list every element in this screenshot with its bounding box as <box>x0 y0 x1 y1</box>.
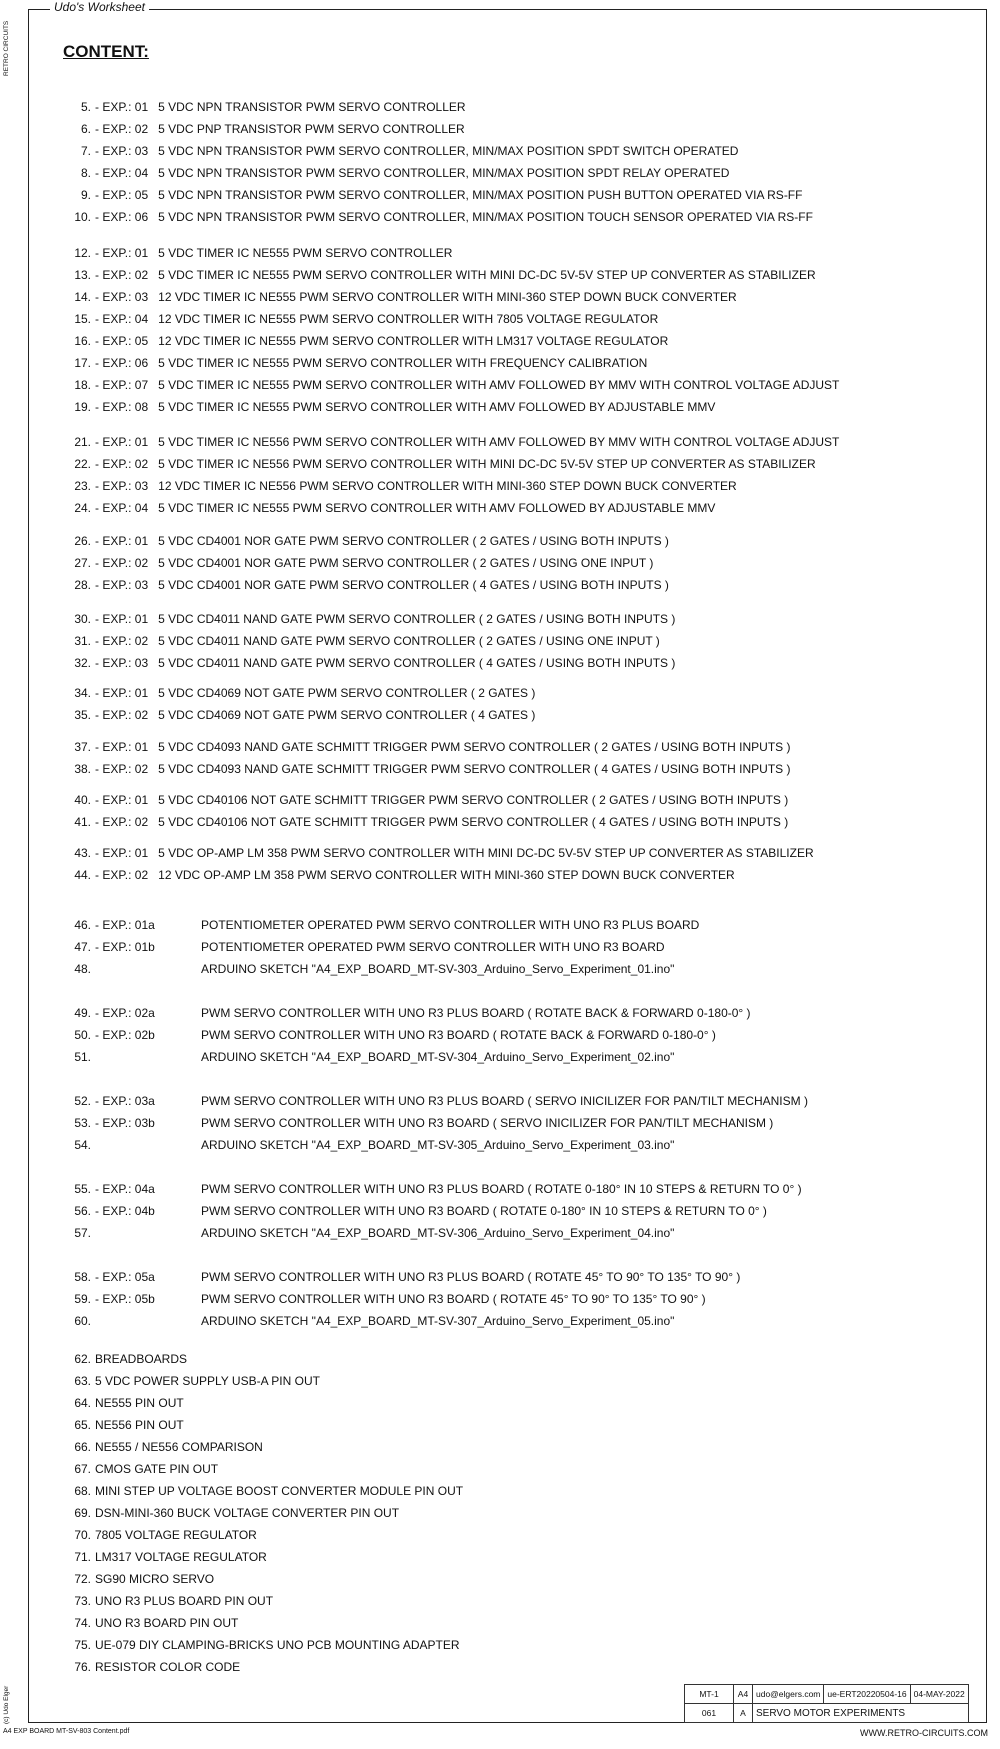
content-line <box>63 1638 460 1652</box>
line-description: 5 VDC CD4001 NOR GATE PWM SERVO CONTROLLER ( 2 GATES / USING ONE INPUT ) <box>158 556 654 570</box>
line-number: 59. <box>74 1292 91 1306</box>
content-line <box>63 1116 773 1130</box>
line-number: 51. <box>74 1050 91 1064</box>
content-line <box>63 1616 238 1630</box>
content-line <box>63 210 813 224</box>
tb-title: SERVO MOTOR EXPERIMENTS <box>753 1704 969 1723</box>
line-number: 70. <box>74 1528 91 1542</box>
content-line <box>63 1572 214 1586</box>
line-description: 5 VDC CD4011 NAND GATE PWM SERVO CONTROLLER ( 4 GATES / USING BOTH INPUTS ) <box>158 656 676 670</box>
line-number: 44. <box>74 868 91 882</box>
experiment-label: - EXP.: 02 <box>95 122 149 136</box>
experiment-label: - EXP.: 04 <box>95 312 149 326</box>
line-description: 5 VDC CD4093 NAND GATE SCHMITT TRIGGER PWM SERVO CONTROLLER ( 4 GATES / USING BOTH INPUTS ) <box>158 762 791 776</box>
line-description: PWM SERVO CONTROLLER WITH UNO R3 PLUS BOARD ( SERVO INICILIZER FOR PAN/TILT MECHANISM ) <box>201 1094 808 1108</box>
line-number: 22. <box>74 457 91 471</box>
experiment-label: - EXP.: 04 <box>95 501 149 515</box>
tb-number: 061 <box>685 1704 734 1723</box>
line-description: 5 VDC TIMER IC NE555 PWM SERVO CONTROLLER WITH MINI DC-DC 5V-5V STEP UP CONVERTER AS STABILIZER <box>158 268 816 282</box>
line-description: UE-079 DIY CLAMPING-BRICKS UNO PCB MOUNTING ADAPTER <box>95 1638 460 1652</box>
content-line <box>63 144 738 158</box>
experiment-label: - EXP.: 02 <box>95 708 149 722</box>
line-description: ARDUINO SKETCH "A4_EXP_BOARD_MT-SV-305_Arduino_Servo_Experiment_03.ino" <box>201 1138 675 1152</box>
line-description: 5 VDC CD4001 NOR GATE PWM SERVO CONTROLLER ( 2 GATES / USING BOTH INPUTS ) <box>158 534 669 548</box>
content-line <box>63 122 465 136</box>
content-line <box>63 100 466 114</box>
line-number: 43. <box>74 846 91 860</box>
content-line <box>63 740 790 754</box>
line-description: 5 VDC TIMER IC NE555 PWM SERVO CONTROLLER WITH AMV FOLLOWED BY ADJUSTABLE MMV <box>158 400 716 414</box>
line-description: LM317 VOLTAGE REGULATOR <box>95 1550 267 1564</box>
content-line <box>63 1006 751 1020</box>
line-number: 35. <box>74 708 91 722</box>
experiment-label: - EXP.: 03 <box>95 290 149 304</box>
experiment-label: - EXP.: 03a <box>95 1094 155 1108</box>
content-line <box>63 312 658 326</box>
line-number: 10. <box>74 210 91 224</box>
line-number: 38. <box>74 762 91 776</box>
line-number: 71. <box>74 1550 91 1564</box>
line-number: 74. <box>74 1616 91 1630</box>
line-description: 12 VDC TIMER IC NE555 PWM SERVO CONTROLLER WITH MINI-360 STEP DOWN BUCK CONVERTER <box>158 290 737 304</box>
line-description: 5 VDC CD4069 NOT GATE PWM SERVO CONTROLLER ( 2 GATES ) <box>158 686 536 700</box>
content-line <box>63 686 535 700</box>
line-description: NE555 PIN OUT <box>95 1396 184 1410</box>
content-line <box>63 501 715 515</box>
line-description: SG90 MICRO SERVO <box>95 1572 215 1586</box>
experiment-label: - EXP.: 01 <box>95 793 149 807</box>
line-description: PWM SERVO CONTROLLER WITH UNO R3 BOARD ( ROTATE 0-180° IN 10 STEPS & RETURN TO 0° ) <box>201 1204 767 1218</box>
content-line <box>63 962 674 976</box>
experiment-label: - EXP.: 07 <box>95 378 149 392</box>
line-description: 5 VDC NPN TRANSISTOR PWM SERVO CONTROLLER, MIN/MAX POSITION SPDT SWITCH OPERATED <box>158 144 739 158</box>
experiment-label: - EXP.: 01b <box>95 940 155 954</box>
line-number: 52. <box>74 1094 91 1108</box>
experiment-label: - EXP.: 01 <box>95 246 149 260</box>
content-line <box>63 1050 674 1064</box>
experiment-label: - EXP.: 04 <box>95 166 149 180</box>
experiment-label: - EXP.: 05 <box>95 334 149 348</box>
experiment-label: - EXP.: 02 <box>95 268 149 282</box>
line-number: 55. <box>74 1182 91 1196</box>
content-line <box>63 556 653 570</box>
line-description: ARDUINO SKETCH "A4_EXP_BOARD_MT-SV-307_Arduino_Servo_Experiment_05.ino" <box>201 1314 675 1328</box>
content-line <box>63 334 668 348</box>
line-description: ARDUINO SKETCH "A4_EXP_BOARD_MT-SV-303_Arduino_Servo_Experiment_01.ino" <box>201 962 675 976</box>
line-number: 67. <box>74 1462 91 1476</box>
line-number: 64. <box>74 1396 91 1410</box>
experiment-label: - EXP.: 01 <box>95 435 149 449</box>
line-description: NE556 PIN OUT <box>95 1418 184 1432</box>
experiment-label: - EXP.: 02 <box>95 634 149 648</box>
line-description: 5 VDC CD4069 NOT GATE PWM SERVO CONTROLLER ( 4 GATES ) <box>158 708 536 722</box>
line-description: 5 VDC NPN TRANSISTOR PWM SERVO CONTROLLER, MIN/MAX POSITION PUSH BUTTON OPERATED VIA RS-FF <box>158 188 803 202</box>
content-line <box>63 940 665 954</box>
line-number: 8. <box>80 166 91 180</box>
line-number: 13. <box>74 268 91 282</box>
line-number: 31. <box>74 634 91 648</box>
content-line <box>63 1528 257 1542</box>
line-number: 73. <box>74 1594 91 1608</box>
line-number: 49. <box>74 1006 91 1020</box>
experiment-label: - EXP.: 01 <box>95 100 149 114</box>
experiment-label: - EXP.: 02 <box>95 815 149 829</box>
content-line <box>63 918 699 932</box>
line-description: UNO R3 BOARD PIN OUT <box>95 1616 239 1630</box>
line-description: PWM SERVO CONTROLLER WITH UNO R3 PLUS BOARD ( ROTATE 0-180° IN 10 STEPS & RETURN TO 0° ) <box>201 1182 802 1196</box>
line-description: PWM SERVO CONTROLLER WITH UNO R3 BOARD ( ROTATE 45° TO 90° TO 135° TO 90° ) <box>201 1292 706 1306</box>
line-description: ARDUINO SKETCH "A4_EXP_BOARD_MT-SV-304_Arduino_Servo_Experiment_02.ino" <box>201 1050 675 1064</box>
tb-docid: ue-ERT20220504-16 <box>824 1685 910 1704</box>
line-number: 14. <box>74 290 91 304</box>
content-line <box>63 268 816 282</box>
line-number: 56. <box>74 1204 91 1218</box>
tb-rev: A <box>734 1704 753 1723</box>
tb-sheet: MT-1 <box>685 1685 734 1704</box>
content-line <box>63 1594 273 1608</box>
side-label-bottom: (c) Udo Elger <box>3 1685 10 1724</box>
line-description: PWM SERVO CONTROLLER WITH UNO R3 PLUS BOARD ( ROTATE BACK & FORWARD 0-180-0° ) <box>201 1006 751 1020</box>
line-description: MINI STEP UP VOLTAGE BOOST CONVERTER MODULE PIN OUT <box>95 1484 464 1498</box>
line-number: 58. <box>74 1270 91 1284</box>
line-number: 5. <box>80 100 91 114</box>
content-line <box>63 1138 674 1152</box>
line-number: 69. <box>74 1506 91 1520</box>
experiment-label: - EXP.: 01 <box>95 846 149 860</box>
content-line <box>63 457 816 471</box>
line-number: 7. <box>80 144 91 158</box>
content-line <box>63 868 735 882</box>
line-number: 18. <box>74 378 91 392</box>
experiment-label: - EXP.: 03 <box>95 144 149 158</box>
line-description: DSN-MINI-360 BUCK VOLTAGE CONVERTER PIN OUT <box>95 1506 400 1520</box>
content-line <box>63 400 715 414</box>
line-number: 60. <box>74 1314 91 1328</box>
line-description: 5 VDC CD40106 NOT GATE SCHMITT TRIGGER PWM SERVO CONTROLLER ( 4 GATES / USING BOTH INPUTS ) <box>158 815 789 829</box>
line-description: UNO R3 PLUS BOARD PIN OUT <box>95 1594 274 1608</box>
line-number: 9. <box>80 188 91 202</box>
line-number: 68. <box>74 1484 91 1498</box>
worksheet-title: Udo's Worksheet <box>50 0 149 14</box>
experiment-label: - EXP.: 01 <box>95 534 149 548</box>
content-line <box>63 815 788 829</box>
line-description: POTENTIOMETER OPERATED PWM SERVO CONTROLLER WITH UNO R3 PLUS BOARD <box>201 918 700 932</box>
line-number: 76. <box>74 1660 91 1674</box>
line-number: 62. <box>74 1352 91 1366</box>
content-line <box>63 1484 463 1498</box>
line-number: 17. <box>74 356 91 370</box>
line-number: 30. <box>74 612 91 626</box>
line-description: CMOS GATE PIN OUT <box>95 1462 219 1476</box>
experiment-label: - EXP.: 03 <box>95 578 149 592</box>
content-line <box>63 1292 706 1306</box>
line-description: 5 VDC POWER SUPPLY USB-A PIN OUT <box>95 1374 320 1388</box>
content-line <box>63 1440 263 1454</box>
line-description: 5 VDC NPN TRANSISTOR PWM SERVO CONTROLLER <box>158 100 466 114</box>
line-description: 12 VDC TIMER IC NE555 PWM SERVO CONTROLLER WITH LM317 VOLTAGE REGULATOR <box>158 334 669 348</box>
line-number: 41. <box>74 815 91 829</box>
line-number: 66. <box>74 1440 91 1454</box>
line-description: NE555 / NE556 COMPARISON <box>95 1440 263 1454</box>
content-line <box>63 1550 267 1564</box>
experiment-label: - EXP.: 08 <box>95 400 149 414</box>
line-description: ARDUINO SKETCH "A4_EXP_BOARD_MT-SV-306_Arduino_Servo_Experiment_04.ino" <box>201 1226 675 1240</box>
content-line <box>63 188 802 202</box>
experiment-label: - EXP.: 03 <box>95 656 149 670</box>
line-description: 5 VDC CD40106 NOT GATE SCHMITT TRIGGER PWM SERVO CONTROLLER ( 2 GATES / USING BOTH INPUTS ) <box>158 793 789 807</box>
content-line <box>63 1094 808 1108</box>
line-number: 32. <box>74 656 91 670</box>
experiment-label: - EXP.: 02 <box>95 556 149 570</box>
experiment-label: - EXP.: 04b <box>95 1204 155 1218</box>
title-block <box>684 1684 969 1723</box>
line-description: 12 VDC TIMER IC NE556 PWM SERVO CONTROLLER WITH MINI-360 STEP DOWN BUCK CONVERTER <box>158 479 737 493</box>
line-description: 5 VDC PNP TRANSISTOR PWM SERVO CONTROLLER <box>158 122 465 136</box>
content-line <box>63 356 647 370</box>
line-description: PWM SERVO CONTROLLER WITH UNO R3 BOARD ( SERVO INICILIZER FOR PAN/TILT MECHANISM ) <box>201 1116 774 1130</box>
content-line <box>63 1418 184 1432</box>
experiment-label: - EXP.: 02 <box>95 868 149 882</box>
content-line <box>63 378 839 392</box>
tb-date: 04-MAY-2022 <box>910 1685 968 1704</box>
content-line <box>63 1314 674 1328</box>
content-heading: CONTENT: <box>63 42 149 61</box>
content-line <box>63 1028 716 1042</box>
content-line <box>63 1506 399 1520</box>
line-number: 72. <box>74 1572 91 1586</box>
line-description: 5 VDC CD4011 NAND GATE PWM SERVO CONTROLLER ( 2 GATES / USING ONE INPUT ) <box>158 634 660 648</box>
line-number: 47. <box>74 940 91 954</box>
line-number: 40. <box>74 793 91 807</box>
content-line <box>63 656 675 670</box>
footer-website: WWW.RETRO-CIRCUITS.COM <box>860 1728 988 1738</box>
line-number: 27. <box>74 556 91 570</box>
experiment-label: - EXP.: 02b <box>95 1028 155 1042</box>
content-line <box>63 634 660 648</box>
line-number: 23. <box>74 479 91 493</box>
content-line <box>63 612 675 626</box>
line-number: 15. <box>74 312 91 326</box>
line-description: BREADBOARDS <box>95 1352 188 1366</box>
content-line <box>63 1204 767 1218</box>
line-description: PWM SERVO CONTROLLER WITH UNO R3 PLUS BOARD ( ROTATE 45° TO 90° TO 135° TO 90° ) <box>201 1270 741 1284</box>
line-number: 34. <box>74 686 91 700</box>
content-line <box>63 479 737 493</box>
content-line <box>63 166 729 180</box>
line-description: 7805 VOLTAGE REGULATOR <box>95 1528 257 1542</box>
content-line <box>63 290 737 304</box>
content-line <box>63 534 669 548</box>
experiment-label: - EXP.: 06 <box>95 210 149 224</box>
line-description: 5 VDC TIMER IC NE555 PWM SERVO CONTROLLER <box>158 246 453 260</box>
line-description: 5 VDC TIMER IC NE556 PWM SERVO CONTROLLER WITH AMV FOLLOWED BY MMV WITH CONTROL VOLTAGE ADJUST <box>158 435 840 449</box>
line-number: 48. <box>74 962 91 976</box>
content-line <box>63 435 839 449</box>
experiment-label: - EXP.: 01 <box>95 740 149 754</box>
line-description: 5 VDC TIMER IC NE555 PWM SERVO CONTROLLER WITH AMV FOLLOWED BY MMV WITH CONTROL VOLTAGE ADJUST <box>158 378 840 392</box>
tb-email: udo@elgers.com <box>753 1685 824 1704</box>
content-line <box>63 846 814 860</box>
content-line <box>63 1660 240 1674</box>
content-line <box>63 1352 187 1366</box>
content-line <box>63 1270 740 1284</box>
experiment-label: - EXP.: 03 <box>95 479 149 493</box>
content-line <box>63 1462 218 1476</box>
line-number: 54. <box>74 1138 91 1152</box>
line-number: 12. <box>74 246 91 260</box>
content-line <box>63 708 535 722</box>
content-line <box>63 793 788 807</box>
line-number: 37. <box>74 740 91 754</box>
side-label-top: RETRO CIRCUITS <box>3 20 10 76</box>
experiment-label: - EXP.: 01 <box>95 612 149 626</box>
content-line <box>63 246 452 260</box>
experiment-label: - EXP.: 05a <box>95 1270 155 1284</box>
line-description: 5 VDC NPN TRANSISTOR PWM SERVO CONTROLLER, MIN/MAX POSITION SPDT RELAY OPERATED <box>158 166 730 180</box>
experiment-label: - EXP.: 05b <box>95 1292 155 1306</box>
line-description: 5 VDC CD4011 NAND GATE PWM SERVO CONTROLLER ( 2 GATES / USING BOTH INPUTS ) <box>158 612 676 626</box>
line-number: 53. <box>74 1116 91 1130</box>
experiment-label: - EXP.: 02 <box>95 457 149 471</box>
content-line <box>63 762 790 776</box>
experiment-label: - EXP.: 05 <box>95 188 149 202</box>
line-number: 26. <box>74 534 91 548</box>
line-description: 12 VDC TIMER IC NE555 PWM SERVO CONTROLLER WITH 7805 VOLTAGE REGULATOR <box>158 312 659 326</box>
experiment-label: - EXP.: 02 <box>95 762 149 776</box>
content-line <box>63 578 669 592</box>
line-description: 5 VDC CD4093 NAND GATE SCHMITT TRIGGER PWM SERVO CONTROLLER ( 2 GATES / USING BOTH INPUTS ) <box>158 740 791 754</box>
line-number: 24. <box>74 501 91 515</box>
line-description: 5 VDC TIMER IC NE555 PWM SERVO CONTROLLER WITH AMV FOLLOWED BY ADJUSTABLE MMV <box>158 501 716 515</box>
line-number: 57. <box>74 1226 91 1240</box>
line-number: 16. <box>74 334 91 348</box>
line-number: 19. <box>74 400 91 414</box>
line-description: PWM SERVO CONTROLLER WITH UNO R3 BOARD ( ROTATE BACK & FORWARD 0-180-0° ) <box>201 1028 716 1042</box>
tb-format: A4 <box>734 1685 753 1704</box>
line-description: 12 VDC OP-AMP LM 358 PWM SERVO CONTROLLER WITH MINI-360 STEP DOWN BUCK CONVERTER <box>158 868 735 882</box>
content-line <box>63 1182 802 1196</box>
line-description: 5 VDC TIMER IC NE555 PWM SERVO CONTROLLER WITH FREQUENCY CALIBRATION <box>158 356 648 370</box>
content-line <box>63 1374 320 1388</box>
line-description: 5 VDC TIMER IC NE556 PWM SERVO CONTROLLER WITH MINI DC-DC 5V-5V STEP UP CONVERTER AS STABILIZER <box>158 457 816 471</box>
line-number: 65. <box>74 1418 91 1432</box>
line-number: 28. <box>74 578 91 592</box>
experiment-label: - EXP.: 06 <box>95 356 149 370</box>
line-description: 5 VDC NPN TRANSISTOR PWM SERVO CONTROLLER, MIN/MAX POSITION TOUCH SENSOR OPERATED VIA RS-FF <box>158 210 813 224</box>
content-line <box>63 1396 184 1410</box>
experiment-label: - EXP.: 03b <box>95 1116 155 1130</box>
experiment-label: - EXP.: 02a <box>95 1006 155 1020</box>
line-number: 75. <box>74 1638 91 1652</box>
line-description: RESISTOR COLOR CODE <box>95 1660 241 1674</box>
content-line <box>63 1226 674 1240</box>
footer-filename: A4 EXP BOARD MT-SV-803 Content.pdf <box>3 1728 130 1735</box>
line-number: 63. <box>74 1374 91 1388</box>
experiment-label: - EXP.: 04a <box>95 1182 155 1196</box>
line-number: 6. <box>80 122 91 136</box>
line-description: POTENTIOMETER OPERATED PWM SERVO CONTROLLER WITH UNO R3 BOARD <box>201 940 665 954</box>
experiment-label: - EXP.: 01 <box>95 686 149 700</box>
line-number: 46. <box>74 918 91 932</box>
line-description: 5 VDC CD4001 NOR GATE PWM SERVO CONTROLLER ( 4 GATES / USING BOTH INPUTS ) <box>158 578 669 592</box>
line-number: 21. <box>74 435 91 449</box>
line-description: 5 VDC OP-AMP LM 358 PWM SERVO CONTROLLER WITH MINI DC-DC 5V-5V STEP UP CONVERTER AS STABILIZER <box>158 846 814 860</box>
experiment-label: - EXP.: 01a <box>95 918 155 932</box>
line-number: 50. <box>74 1028 91 1042</box>
